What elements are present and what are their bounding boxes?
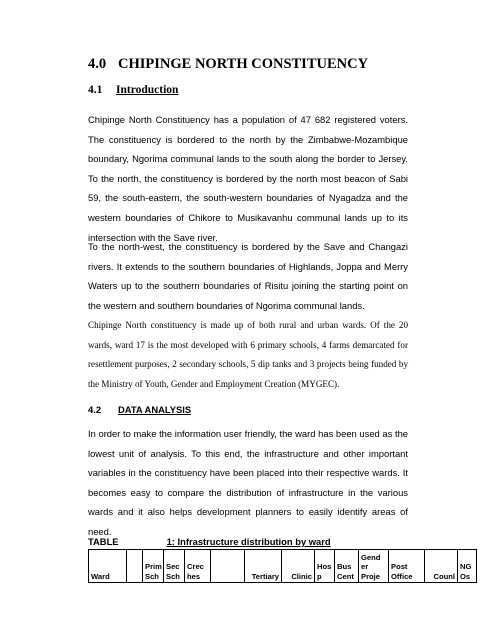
table-title: 1: Infrastructure distribution by ward [166, 536, 331, 547]
header-cell-gender-projects: Gend er Proje [359, 550, 389, 583]
section-heading-introduction [88, 84, 178, 96]
header-cell-post-office: Post Office [389, 550, 425, 583]
table-label: TABLE [88, 536, 119, 547]
paragraph-wards: Chipinge North constituency is made up of both rural and urban wards. Of the 20 wards, ward 17 is the most developed with 6 primary schools, 4 farms demarcated for resettlement purposes, 2 secondary schools, 5 dip tanks and 3 projects being funded by the Ministry of Youth, Gender and Employment Creation (MYGEC). [88, 320, 408, 389]
header-cell-primary-schools: Prim Sch [143, 550, 164, 583]
section-number: 4.2 [88, 404, 102, 415]
chapter-heading [88, 56, 368, 73]
chapter-number: 4.0 [88, 56, 107, 72]
section-heading-data-analysis [88, 404, 191, 415]
infrastructure-table [88, 549, 477, 583]
header-cell-creches: Crec hes [185, 550, 211, 583]
paragraph-boundaries: To the north-west, the constituency is bordered by the Save and Changazi rivers. It extends to the southern boundaries of Highlands, Joppa and Merry Waters up to the southern boundaries of Risitu joining the starting point on the western and southern boundaries of Ngorima communal lands. [88, 241, 408, 311]
header-cell-blank [127, 550, 143, 583]
header-cell-blank [211, 550, 245, 583]
header-cell-council: Counl [425, 550, 458, 583]
header-cell-hospital: Hos p [315, 550, 335, 583]
paragraph-analysis: In order to make the information user friendly, the ward has been used as the lowest unit of analysis. To this end, the infrastructure and other important variables in the constituency have been placed into their respective wards. It becomes easy to compare the distribution of infrastructure in the various wards and it also helps development planners to easily identify areas of need. [88, 428, 408, 537]
table-caption [88, 536, 331, 547]
header-cell-bus-centre: Bus Cent [335, 550, 359, 583]
section-number: 4.1 [88, 84, 103, 96]
section-title: DATA ANALYSIS [118, 404, 192, 415]
header-cell-ward: Ward [89, 550, 127, 583]
header-cell-clinic: Clinic [282, 550, 315, 583]
header-cell-secondary-schools: Sec Sch [164, 550, 185, 583]
header-cell-ngos: NG Os [458, 550, 477, 583]
paragraph-population: Chipinge North Constituency has a population of 47 682 registered voters. The constituency is bordered to the north by the Zimbabwe-Mozambique boundary, Ngorima communal lands to the south along the border to Jersey. To the north, the constituency is bordered by the north most beacon of Sabi 59, the south-eastern, the south-western boundaries of Nyagadza and the western boundaries of Chikore to Musikavanhu communal lands up to its intersection with the Save river. [88, 114, 408, 243]
chapter-title: CHIPINGE NORTH CONSTITUENCY [118, 56, 369, 72]
section-title: Introduction [116, 84, 179, 96]
table-header-row [89, 550, 477, 583]
header-cell-tertiary: Tertiary [245, 550, 282, 583]
